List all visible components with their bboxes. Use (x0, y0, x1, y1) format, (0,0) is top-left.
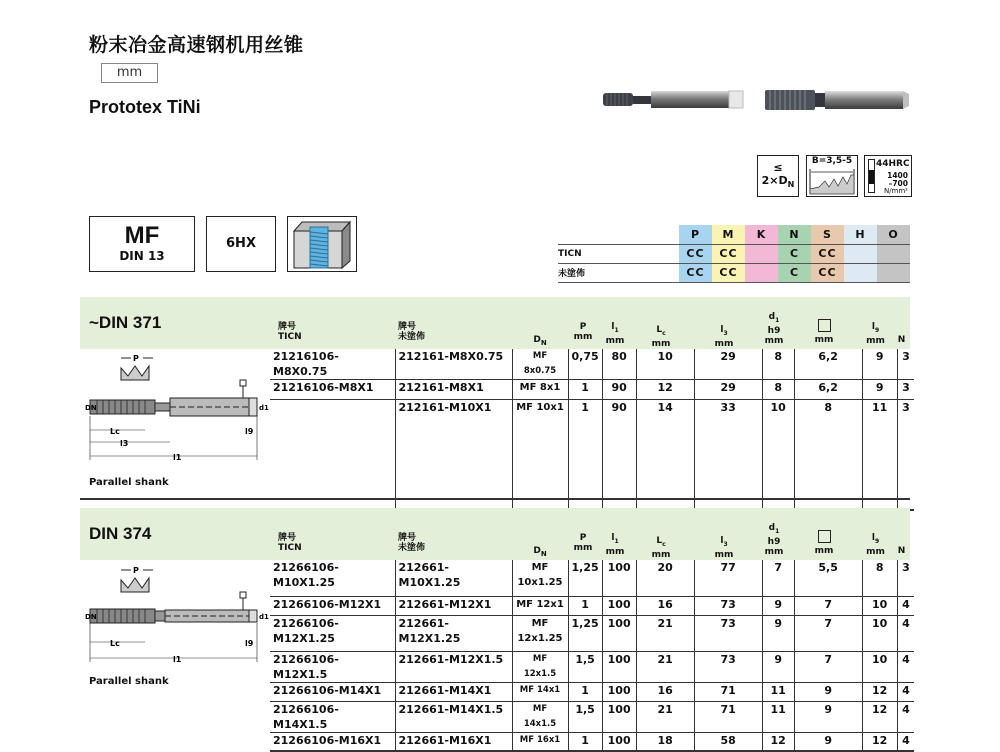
material-M: M (712, 225, 745, 244)
table-row: 21216106-M8X1 212161-M8X1 MF 8x1 1 90 12 29 8 6,2 9 3 (270, 380, 914, 400)
unit-label: mm (101, 63, 158, 83)
tap-photo-2 (765, 88, 910, 112)
svg-text:Lc: Lc (110, 427, 120, 436)
table-row: 21266106-M10X1.25 212661-M10X1.25 MF 10x1.25 1,25 100 20 77 7 5,5 8 3 (270, 560, 914, 596)
product-name: Prototex TiNi (89, 97, 201, 117)
material-O: O (877, 225, 910, 244)
section-title: ~DIN 371 (89, 313, 162, 332)
product-table-din371 (270, 349, 914, 511)
tap-drawing-din371 (85, 350, 270, 470)
chamfer-form-icon: B=3,5-5 (806, 155, 858, 197)
table-row: 21216106-M8X0.75 212161-M8X0.75 MF 8x0.75 0,75 80 10 29 8 6,2 9 3 (270, 349, 914, 380)
material-S: S (811, 225, 844, 244)
section-header-din371: ~DIN 371 牌号 TICN 牌号 未塗佈 $D_N$ P mm $l_1$ mm $L_c$ mm $l_3$ mm $d_1$ h9 mm mm $l_9$ mm N (80, 297, 910, 349)
coating-label: 未塗佈 (558, 263, 679, 282)
square-icon: mm (790, 319, 858, 345)
svg-text:l9: l9 (245, 427, 254, 436)
product-table-din374 (270, 560, 914, 752)
section-divider (80, 498, 910, 500)
thread-depth-icon: ≤ $2\times D_N$ (757, 155, 799, 197)
svg-text:l1: l1 (173, 655, 182, 664)
tap-photo-1 (603, 88, 745, 110)
svg-text:d1: d1 (259, 613, 269, 621)
svg-text:Lc: Lc (110, 639, 120, 648)
material-suitability-table: P M K N S H O TICN CC CC C CC 未塗佈 CC CC C CC (558, 225, 910, 283)
tap-drawing-din374 (85, 562, 270, 667)
table-row: 21266106-M12X1.5 212661-M12X1.5 MF 12x1.5 1,5 100 21 73 9 7 10 4 (270, 651, 914, 682)
svg-text:l9: l9 (245, 639, 254, 648)
table-row: 21266106-M14X1 212661-M14X1 MF 14x1 1 100 16 71 11 9 12 4 (270, 682, 914, 701)
shank-type: Parallel shank (89, 477, 169, 488)
material-P: P (679, 225, 712, 244)
shank-type: Parallel shank (89, 676, 169, 687)
tolerance-box: 6HX (206, 216, 276, 272)
table-row: 21266106-M12X1 212661-M12X1 MF 12x1 1 100 16 73 9 7 10 4 (270, 596, 914, 615)
svg-text:DN: DN (85, 613, 97, 621)
table-row: 212161-M10X1 MF 10x1 1 90 14 33 10 8 11 3 (270, 400, 914, 510)
table-row: 21266106-M16X1 212661-M16X1 MF 16x1 1 100 18 58 12 9 12 4 (270, 732, 914, 751)
svg-text:l1: l1 (173, 453, 182, 462)
material-K: K (745, 225, 778, 244)
coating-label: TICN (558, 244, 679, 263)
square-icon: mm (790, 530, 858, 556)
material-H: H (844, 225, 877, 244)
thread-type-box: MF DIN 13 (89, 216, 195, 272)
section-title: DIN 374 (89, 524, 152, 543)
through-hole-icon (287, 216, 357, 272)
hardness-icon: 44HRC 1400 –700 N/mm² (864, 155, 912, 197)
table-row: 21266106-M14X1.5 212661-M14X1.5 MF 14x1.5 1,5 100 21 71 11 9 12 4 (270, 701, 914, 732)
svg-text:P: P (133, 566, 139, 575)
section-header-din374: DIN 374 牌号 TICN 牌号 未塗佈 $D_N$ P mm $l_1$ mm $L_c$ mm $l_3$ mm $d_1$ h9 mm mm $l_9$ mm N (80, 508, 910, 560)
page-title: 粉末冶金高速钢机用丝锥 (89, 34, 304, 56)
svg-text:d1: d1 (259, 404, 269, 412)
svg-text:l3: l3 (120, 439, 129, 448)
svg-text:DN: DN (85, 404, 97, 412)
svg-text:P: P (133, 354, 139, 363)
material-N: N (778, 225, 811, 244)
table-row: 21266106-M12X1.25 212661-M12X1.25 MF 12x1.25 1,25 100 21 73 9 7 10 4 (270, 615, 914, 651)
